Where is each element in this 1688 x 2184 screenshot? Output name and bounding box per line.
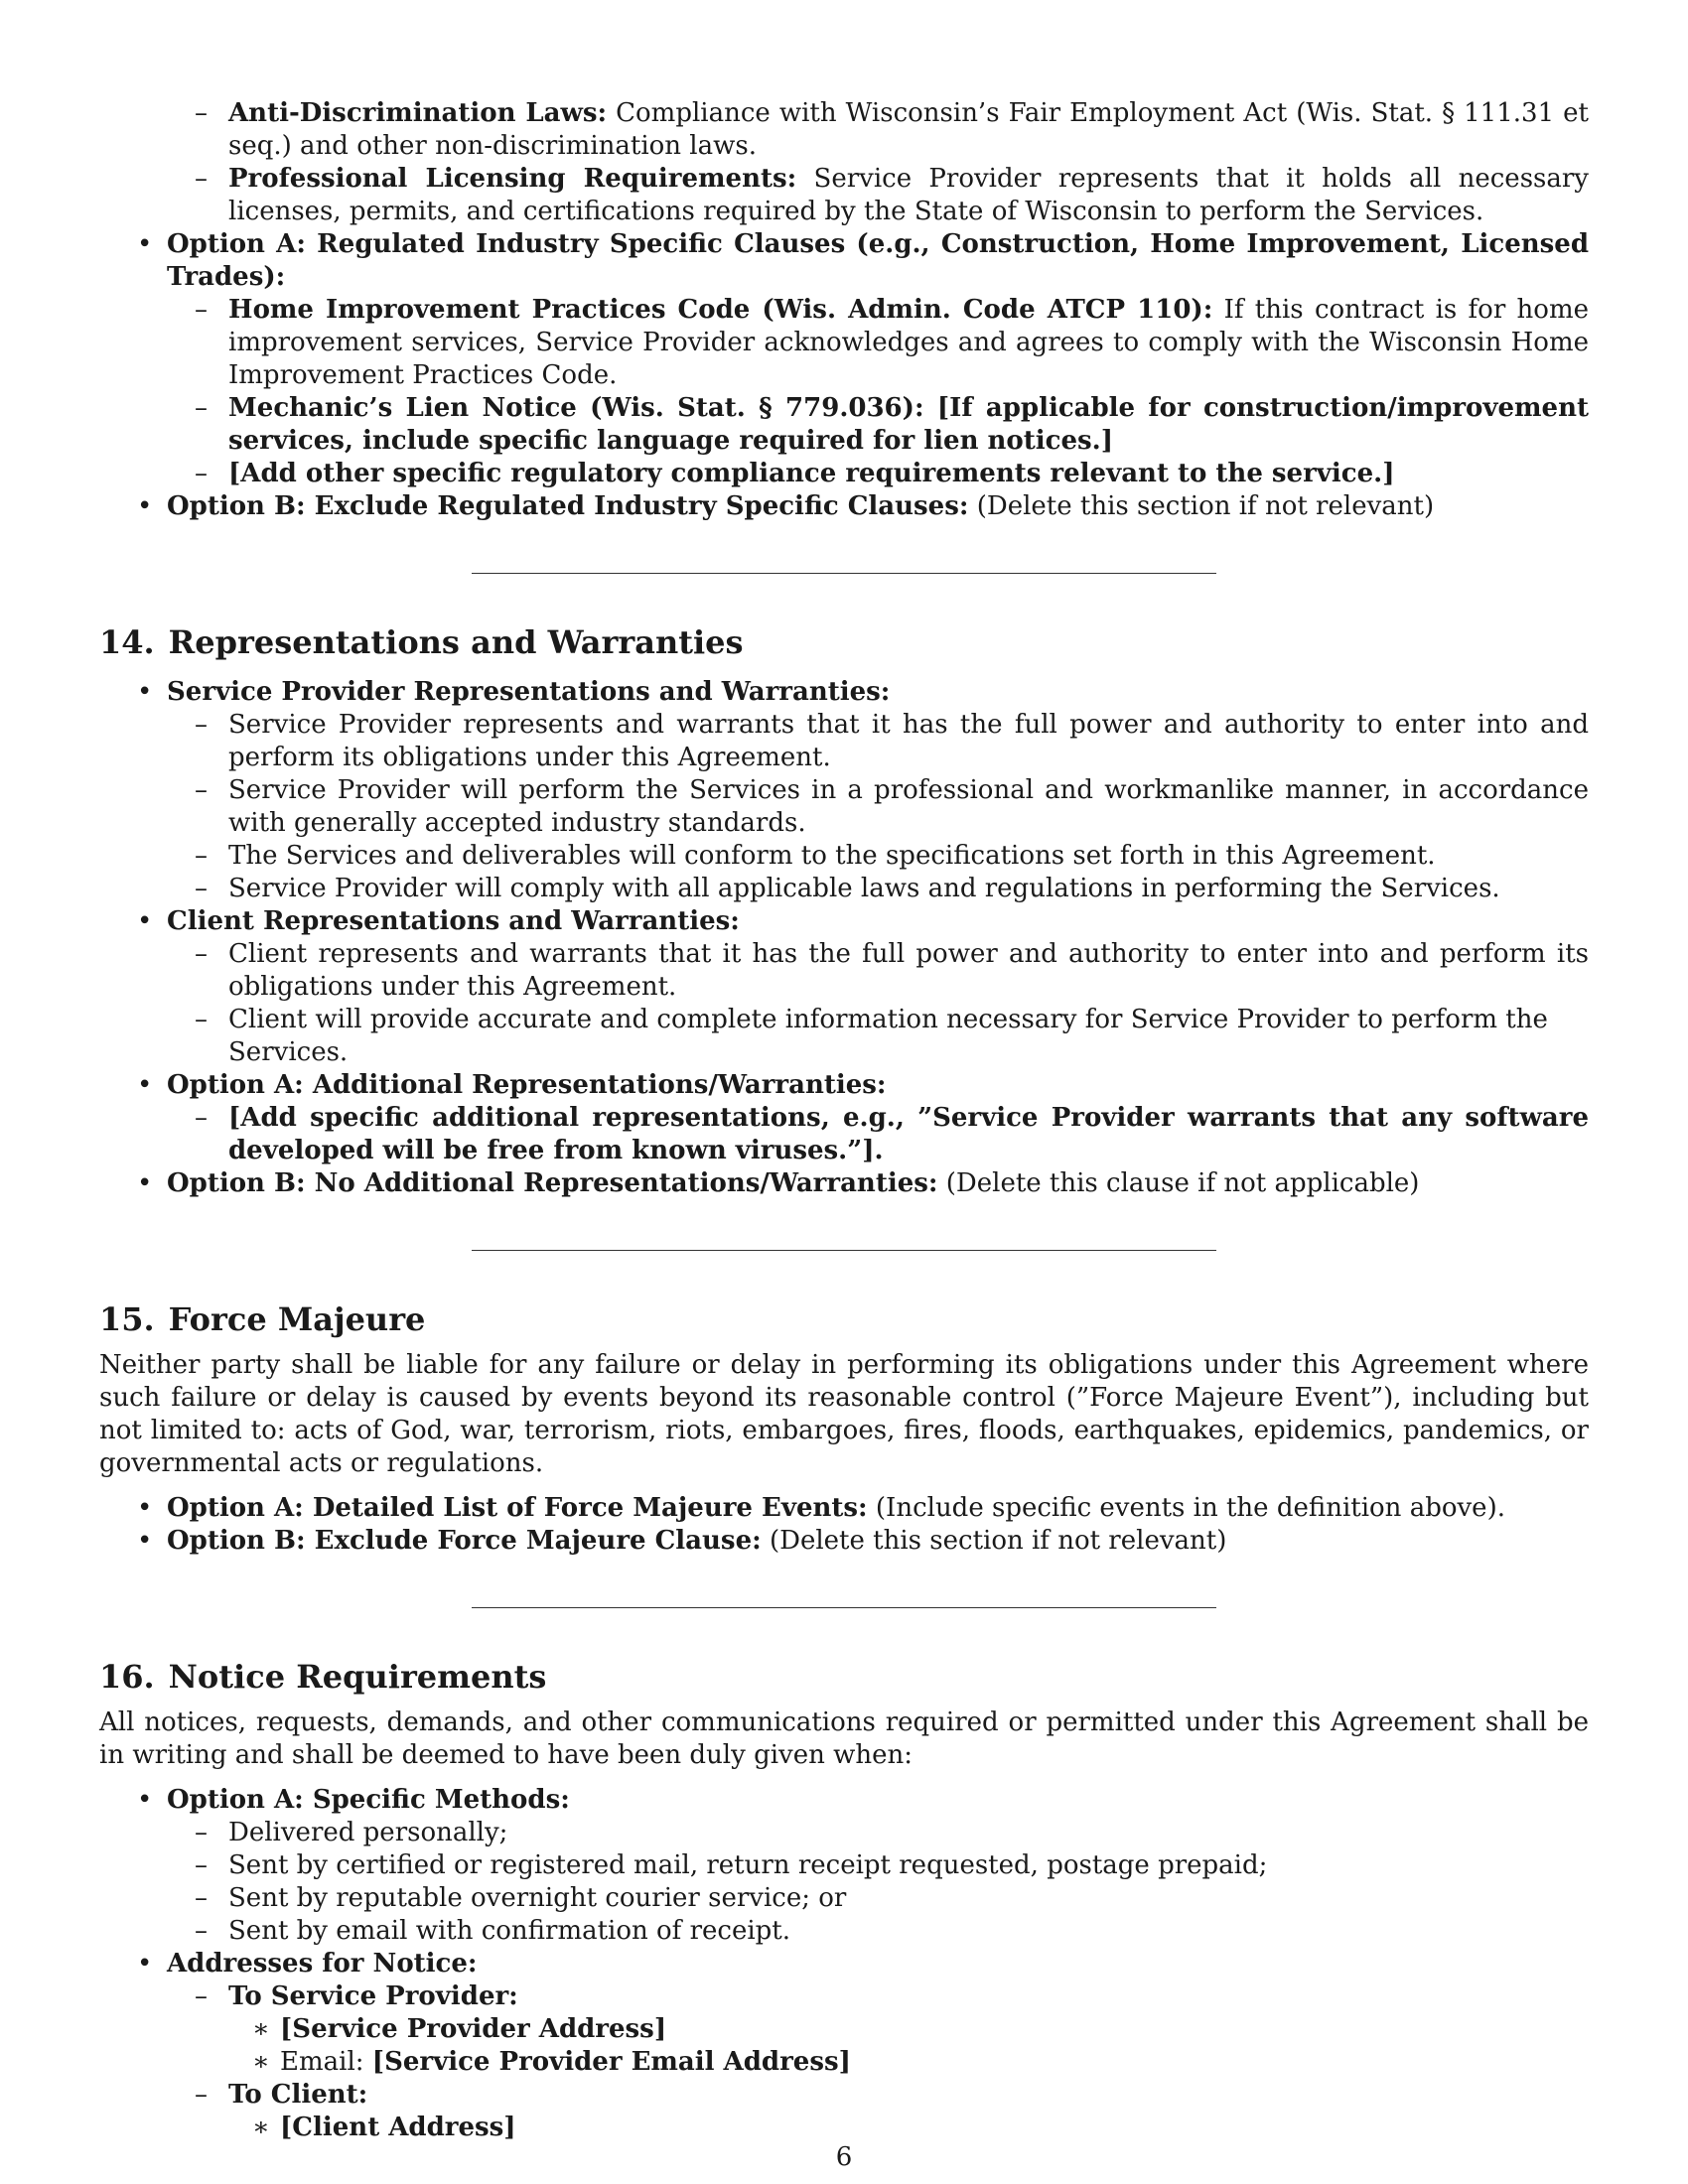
bullet-dot: • bbox=[137, 1168, 153, 1198]
list-item bbox=[99, 228, 1589, 294]
list-item bbox=[99, 840, 1589, 873]
item-text: Client will provide accurate and complete information necessary for Service Provider to perform the Services. bbox=[228, 1005, 1548, 1067]
section-title: Representations and Warranties bbox=[168, 623, 744, 661]
list-item bbox=[99, 1882, 1589, 1915]
placeholder-text: [Service Provider Email Address] bbox=[371, 2047, 851, 2077]
item-heading: Anti-Discrimination Laws: bbox=[228, 98, 608, 128]
paragraph: Neither party shall be liable for any failure or delay in performing its obligations under this Agreement where such failure or delay is caused by events beyond its reasonable control (”Force Majeure Event”), including but not limited to: acts of God, war, terrorism, riots, embargoes, fires, floods, earthquakes, epidemics, pandemics, or governmental acts or regulations. bbox=[99, 1350, 1589, 1478]
dash-bullet: – bbox=[195, 164, 208, 194]
section-heading bbox=[99, 622, 1589, 662]
option-heading: Option B: No Additional Representations/Warranties: bbox=[167, 1168, 938, 1198]
list-item bbox=[99, 163, 1589, 228]
list-item bbox=[99, 2112, 1589, 2144]
item-text: (Delete this section if not relevant) bbox=[761, 1526, 1227, 1556]
list-item bbox=[99, 1948, 1589, 1980]
dash-bullet: – bbox=[195, 1103, 208, 1133]
dash-bullet: – bbox=[195, 1005, 208, 1034]
paragraph: All notices, requests, demands, and other communications required or permitted under this Agreement shall be in writing and shall be deemed to have been duly given when: bbox=[99, 1707, 1589, 1770]
list-item bbox=[99, 2079, 1589, 2112]
item-label: Email: bbox=[280, 2047, 372, 2077]
dash-bullet: – bbox=[195, 841, 208, 871]
dash-bullet: – bbox=[195, 874, 208, 903]
item-text: Sent by email with confirmation of receipt. bbox=[228, 1916, 791, 1946]
item-heading: Client Representations and Warranties: bbox=[167, 906, 740, 936]
option-heading: Option A: Additional Representations/Warranties: bbox=[167, 1070, 887, 1100]
dash-bullet: – bbox=[195, 939, 208, 969]
item-text: (Include specific events in the definition above). bbox=[867, 1493, 1505, 1523]
item-heading: To Service Provider: bbox=[228, 1981, 518, 2011]
option-heading: Option A: Regulated Industry Specific Clauses (e.g., Construction, Home Improvement, Licensed Trades): bbox=[167, 229, 1589, 292]
list-item bbox=[99, 97, 1589, 163]
list-item bbox=[99, 1849, 1589, 1882]
item-text: Client represents and warrants that it has the full power and authority to enter into and perform its obligations under this Agreement. bbox=[228, 939, 1589, 1002]
dash-bullet: – bbox=[195, 775, 208, 805]
item-text: [Add specific additional representations, e.g., ”Service Provider warrants that any software developed will be free from known viruses.”]. bbox=[228, 1103, 1589, 1165]
section-number: 16. bbox=[99, 1658, 155, 1696]
bullet-dot: • bbox=[137, 1070, 153, 1100]
list-item bbox=[99, 458, 1589, 490]
option-heading: Option B: Exclude Force Majeure Clause: bbox=[167, 1526, 762, 1556]
dash-bullet: – bbox=[195, 1883, 208, 1913]
list-item bbox=[99, 1167, 1589, 1200]
section-number: 14. bbox=[99, 623, 155, 661]
item-text: If this contract is for home improvement services, Service Provider acknowledges and agrees to comply with the Wisconsin Home Improvement Practices Code. bbox=[228, 295, 1589, 390]
option-heading: Option B: Exclude Regulated Industry Specific Clauses: bbox=[167, 491, 969, 521]
list-item bbox=[99, 1069, 1589, 1102]
bullet-dot: • bbox=[137, 491, 153, 521]
item-heading: Addresses for Notice: bbox=[167, 1949, 478, 1979]
item-text: The Services and deliverables will conform to the specifications set forth in this Agreement. bbox=[228, 841, 1436, 871]
item-text: (Delete this clause if not applicable) bbox=[937, 1168, 1420, 1198]
page-number: 6 bbox=[835, 2142, 853, 2172]
section-divider bbox=[99, 1558, 1589, 1657]
dash-bullet: – bbox=[195, 393, 208, 423]
bullet-dot: • bbox=[137, 1785, 153, 1815]
star-bullet: ∗ bbox=[252, 2113, 270, 2142]
section-heading bbox=[99, 1657, 1589, 1697]
document-page bbox=[99, 97, 1589, 2144]
list-item bbox=[99, 490, 1589, 523]
item-text: Delivered personally; bbox=[228, 1818, 508, 1847]
list-item bbox=[99, 1525, 1589, 1558]
section-title: Force Majeure bbox=[168, 1300, 426, 1338]
section-divider bbox=[99, 1200, 1589, 1299]
list-item bbox=[99, 709, 1589, 774]
dash-bullet: – bbox=[195, 295, 208, 325]
item-heading: Home Improvement Practices Code (Wis. Admin. Code ATCP 110): bbox=[228, 295, 1213, 325]
dash-bullet: – bbox=[195, 710, 208, 740]
dash-bullet: – bbox=[195, 1916, 208, 1946]
item-text: Service Provider will comply with all applicable laws and regulations in performing the Services. bbox=[228, 874, 1500, 903]
dash-bullet: – bbox=[195, 1850, 208, 1880]
list-item bbox=[99, 1980, 1589, 2013]
list-item bbox=[99, 774, 1589, 840]
list-item bbox=[99, 1817, 1589, 1849]
placeholder-text: [Service Provider Address] bbox=[280, 2014, 667, 2044]
item-text: Service Provider represents that it holds all necessary licenses, permits, and certifications required by the State of Wisconsin to perform the Services. bbox=[228, 164, 1589, 226]
item-text: Compliance with Wisconsin’s Fair Employment Act (Wis. Stat. § 111.31 et seq.) and other non-discrimination laws. bbox=[228, 98, 1589, 161]
item-text: Service Provider will perform the Services in a professional and workmanlike manner, in accordance with generally accepted industry standards. bbox=[228, 775, 1589, 838]
item-text: (Delete this section if not relevant) bbox=[968, 491, 1435, 521]
option-heading: Option A: Specific Methods: bbox=[167, 1785, 570, 1815]
list-item bbox=[99, 905, 1589, 938]
item-heading: Professional Licensing Requirements: bbox=[228, 164, 797, 194]
item-heading: Mechanic’s Lien Notice (Wis. Stat. § 779.036): [If applicable for construction/improvement services, include specific language required for lien notices.] bbox=[228, 393, 1589, 456]
dash-bullet: – bbox=[195, 1981, 208, 2011]
star-bullet: ∗ bbox=[252, 2047, 270, 2077]
bullet-dot: • bbox=[137, 1526, 153, 1556]
dash-bullet: – bbox=[195, 1818, 208, 1847]
list-item bbox=[99, 1102, 1589, 1167]
section-heading bbox=[99, 1299, 1589, 1339]
list-item bbox=[99, 1492, 1589, 1525]
section-title: Notice Requirements bbox=[168, 1658, 547, 1696]
option-heading: Option A: Detailed List of Force Majeure Events: bbox=[167, 1493, 868, 1523]
item-text: Service Provider represents and warrants that it has the full power and authority to enter into and perform its obligations under this Agreement. bbox=[228, 710, 1589, 772]
item-heading: [Add other specific regulatory compliance requirements relevant to the service.] bbox=[228, 459, 1395, 488]
item-text: Sent by certified or registered mail, return receipt requested, postage prepaid; bbox=[228, 1850, 1268, 1880]
item-text: Sent by reputable overnight courier service; or bbox=[228, 1883, 847, 1913]
placeholder-text: [Client Address] bbox=[280, 2113, 516, 2142]
bullet-dot: • bbox=[137, 1949, 153, 1979]
list-item bbox=[99, 1915, 1589, 1948]
list-item bbox=[99, 2046, 1589, 2079]
list-item bbox=[99, 294, 1589, 392]
section-divider bbox=[99, 523, 1589, 622]
star-bullet: ∗ bbox=[252, 2014, 270, 2044]
dash-bullet: – bbox=[195, 2080, 208, 2110]
bullet-dot: • bbox=[137, 1493, 153, 1523]
list-item bbox=[99, 2013, 1589, 2046]
bullet-dot: • bbox=[137, 906, 153, 936]
item-heading: Service Provider Representations and Warranties: bbox=[167, 677, 891, 707]
bullet-dot: • bbox=[137, 677, 153, 707]
dash-bullet: – bbox=[195, 459, 208, 488]
list-item bbox=[99, 392, 1589, 458]
list-item bbox=[99, 873, 1589, 905]
list-item bbox=[99, 676, 1589, 709]
dash-bullet: – bbox=[195, 98, 208, 128]
list-item bbox=[99, 938, 1589, 1004]
list-item bbox=[99, 1004, 1589, 1069]
section-number: 15. bbox=[99, 1300, 155, 1338]
item-heading: To Client: bbox=[228, 2080, 368, 2110]
list-item bbox=[99, 1784, 1589, 1817]
bullet-dot: • bbox=[137, 229, 153, 259]
